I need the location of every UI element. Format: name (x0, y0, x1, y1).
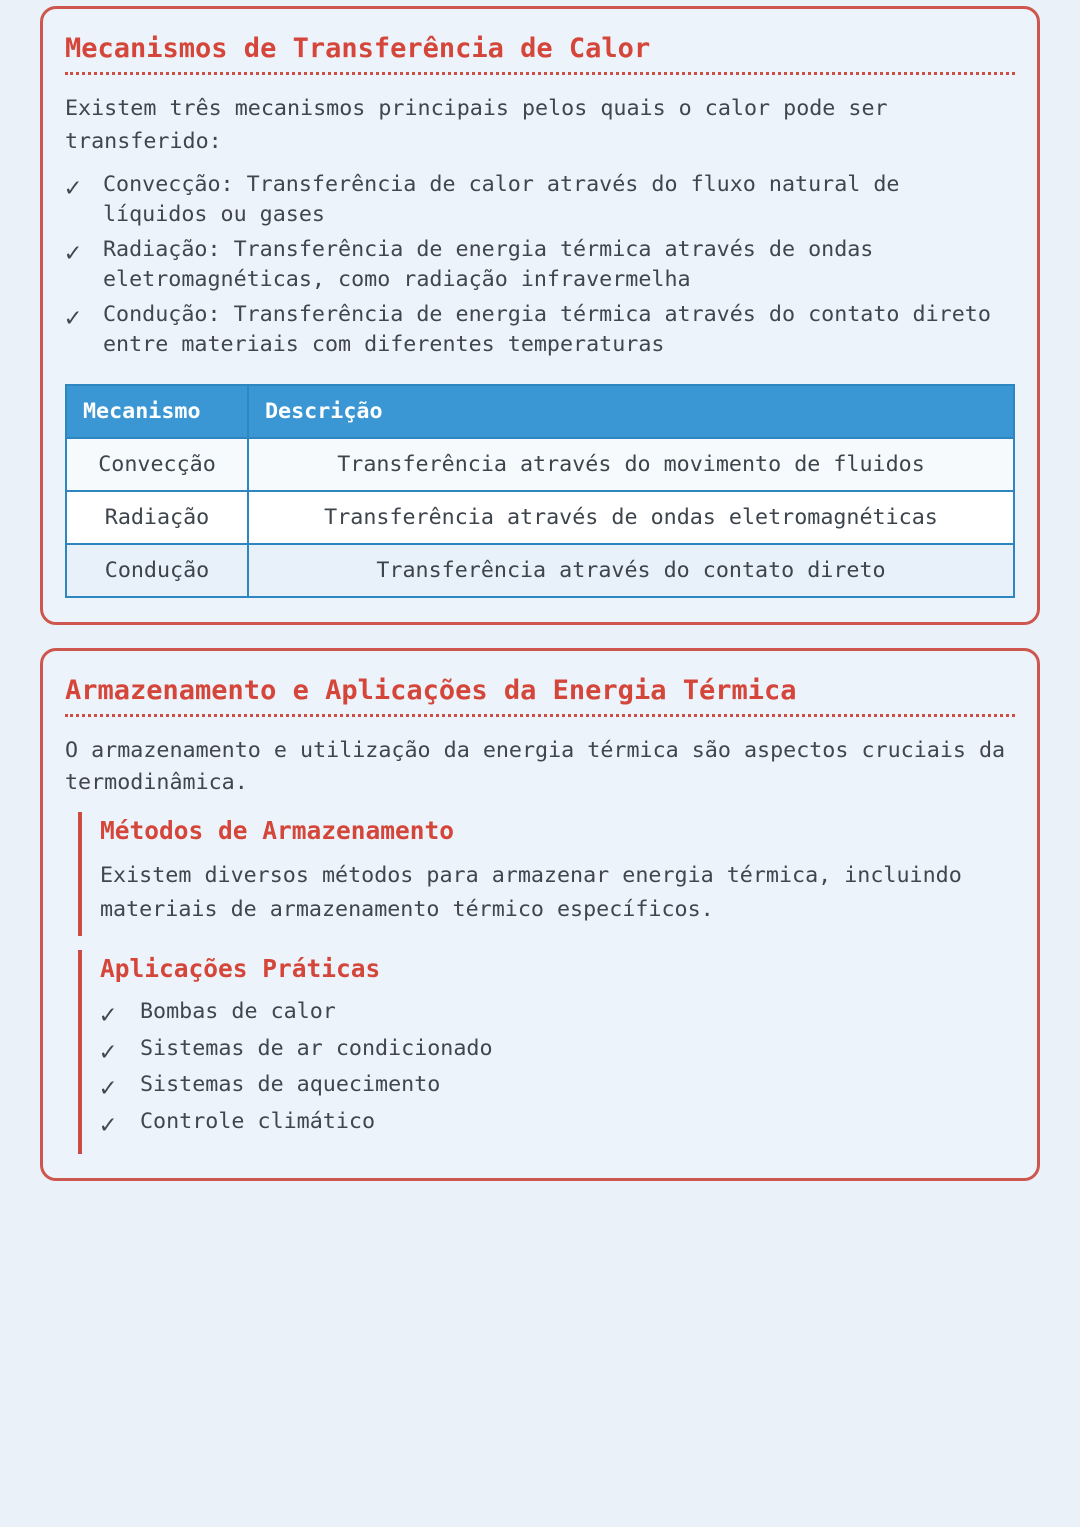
table-row (66, 544, 1014, 597)
check-icon: ✓ (100, 1000, 116, 1031)
intro-paragraph: O armazenamento e utilização da energia térmica são aspectos cruciais da termodinâmica. (65, 737, 1006, 796)
dotted-divider (65, 72, 1015, 75)
mechanisms-checklist (65, 170, 1015, 360)
check-icon: ✓ (65, 238, 81, 269)
checklist-item-text: Convecção: Transferência de calor através do fluxo natural de líquidos ou gases (103, 172, 900, 228)
check-icon: ✓ (100, 1073, 116, 1104)
checklist-item (100, 1107, 1015, 1140)
document-page (0, 6, 1080, 1527)
subsection-storage-methods (78, 812, 1015, 936)
mechanisms-table (65, 384, 1015, 598)
checklist-item (65, 170, 1015, 230)
checklist-item (100, 1034, 1015, 1067)
table-row (66, 438, 1014, 491)
checklist-item (100, 997, 1015, 1030)
check-icon: ✓ (65, 173, 81, 204)
check-icon: ✓ (100, 1110, 116, 1141)
table-header-row (66, 385, 1014, 438)
checklist-item-text: Bombas de calor (140, 999, 336, 1025)
table-header-mechanism: Mecanismo (66, 385, 248, 438)
check-icon: ✓ (65, 302, 81, 333)
checklist-item-text: Radiação: Transferência de energia térmica através de ondas eletromagnéticas, como radiação infravermelha (103, 237, 874, 292)
checklist-item (100, 1070, 1015, 1103)
card-title: Armazenamento e Aplicações da Energia Térmica (65, 674, 797, 706)
table-cell-mechanism: Radiação (66, 491, 248, 544)
check-icon: ✓ (100, 1036, 116, 1067)
subsection-body: Existem diversos métodos para armazenar energia térmica, incluindo materiais de armazenamento térmico específicos. (100, 863, 962, 922)
subsection-practical-applications (78, 950, 1015, 1153)
checklist-item-text: Controle climático (140, 1109, 376, 1135)
table-row (66, 491, 1014, 544)
card-thermal-storage-applications (40, 648, 1040, 1181)
checklist-item (65, 235, 1015, 295)
card-title: Mecanismos de Transferência de Calor (65, 33, 651, 64)
table-cell-description: Transferência através do contato direto (248, 544, 1014, 597)
subsection-heading: Aplicações Práticas (100, 954, 381, 984)
checklist-item (65, 300, 1015, 360)
table-cell-description: Transferência através de ondas eletromagnéticas (248, 491, 1014, 544)
checklist-item-text: Condução: Transferência de energia térmica através do contato direto entre materiais com diferentes temperaturas (103, 301, 991, 357)
intro-paragraph: Existem três mecanismos principais pelos quais o calor pode ser transferido: (65, 96, 888, 154)
applications-checklist (100, 997, 1015, 1139)
subsection-heading: Métodos de Armazenamento (100, 816, 455, 845)
table-cell-mechanism: Condução (66, 544, 248, 597)
table-cell-mechanism: Convecção (66, 438, 248, 491)
checklist-item-text: Sistemas de aquecimento (140, 1072, 441, 1098)
checklist-item-text: Sistemas de ar condicionado (140, 1035, 493, 1061)
table-header-description: Descrição (248, 385, 1014, 438)
dotted-divider (65, 714, 1015, 717)
table-cell-description: Transferência através do movimento de fluidos (248, 438, 1014, 491)
card-heat-transfer-mechanisms (40, 6, 1040, 625)
